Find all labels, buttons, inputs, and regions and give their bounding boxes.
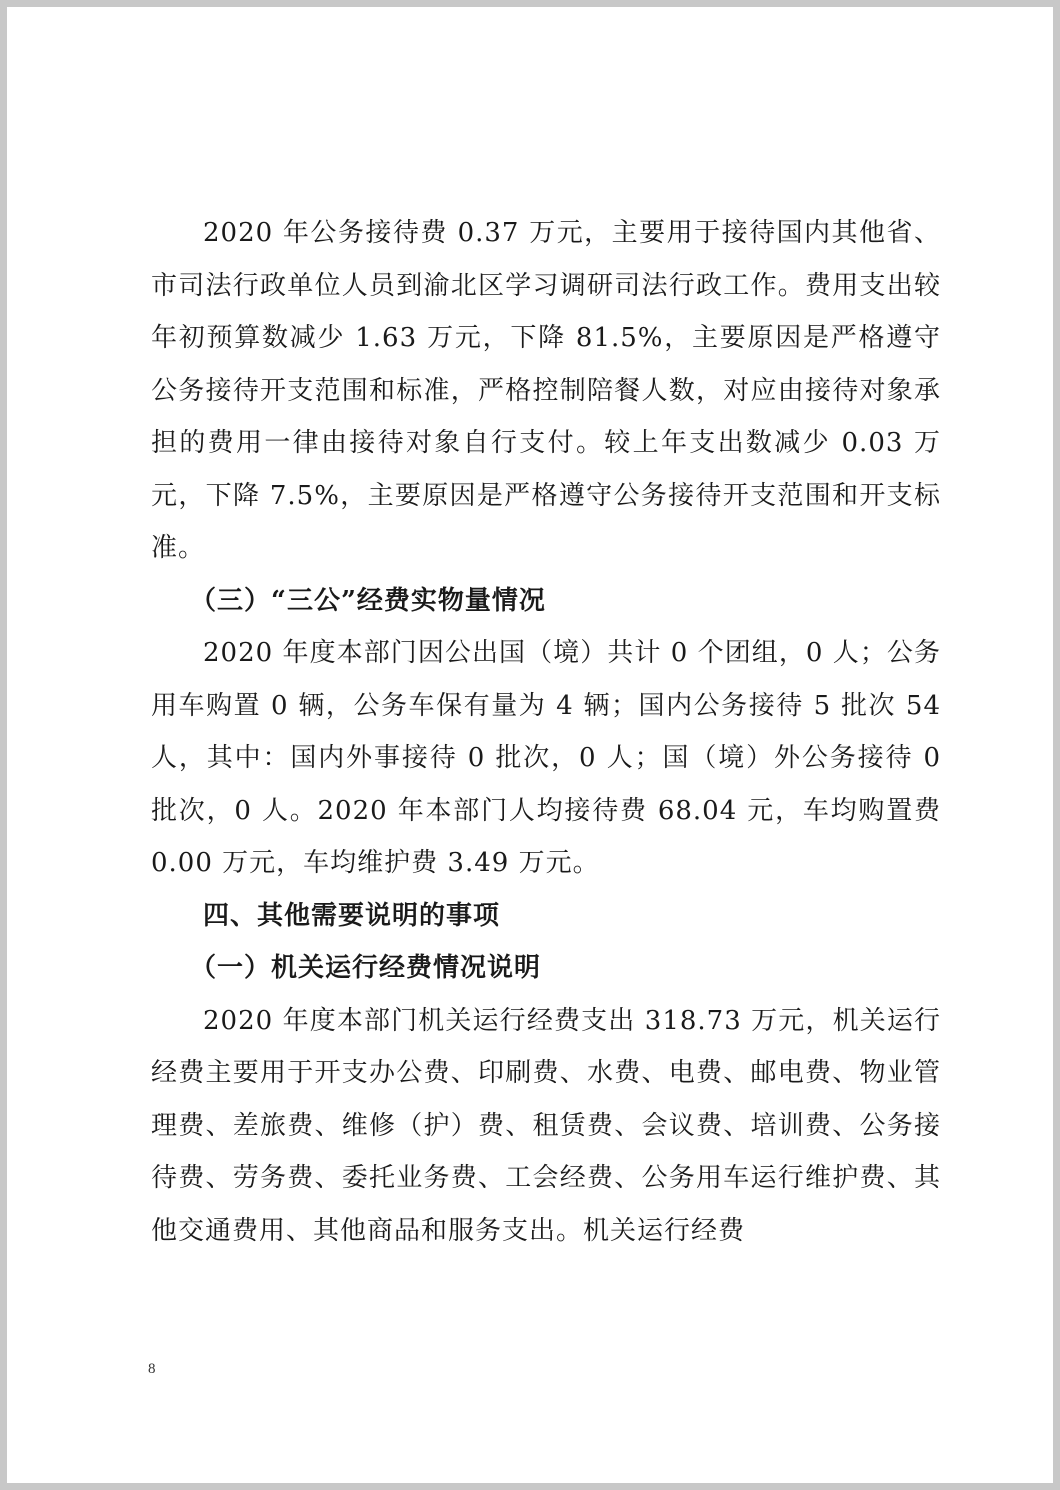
page-number: 8 (148, 1361, 156, 1377)
section-heading-operating-expense: （一）机关运行经费情况说明 (190, 953, 542, 983)
paragraph-reception-expense: 2020 年公务接待费 0.37 万元，主要用于接待国内其他省、市司法行政单位人员到渝北区学习调研司法行政工作。费用支出较年初预算数减少 1.63 万元，下降 81.5%，主要原因是严格遵守公务接待开支范围和标准，严格控制陪餐人数，对应由接待对象承担的费用一律由接待对象自行支付。较上年支出数减少 0.03 万元，下降 7.5%，主要原因是严格遵守公务接待开支范围和开支标准。 (151, 218, 941, 563)
section-heading-physical-quantity: （三）“三公”经费实物量情况 (190, 585, 546, 616)
section-heading-other-matters: 四、其他需要说明的事项 (203, 900, 501, 931)
document-body (151, 207, 941, 1257)
paragraph-physical-quantity: 2020 年度本部门因公出国（境）共计 0 个团组，0 人；公务用车购置 0 辆，公务车保有量为 4 辆；国内公务接待 5 批次 54 人，其中：国内外事接待 0 批次，0 人；国（境）外公务接待 0 批次，0 人。2020 年本部门人均接待费 68.04 元，车均购置费 0.00 万元，车均维护费 3.49 万元。 (151, 638, 941, 878)
document-page (7, 7, 1053, 1483)
paragraph-operating-expense: 2020 年度本部门机关运行经费支出 318.73 万元，机关运行经费主要用于开支办公费、印刷费、水费、电费、邮电费、物业管理费、差旅费、维修（护）费、租赁费、会议费、培训费、公务接待费、劳务费、委托业务费、工会经费、公务用车运行维护费、其他交通费用、其他商品和服务支出。机关运行经费 (151, 1005, 941, 1246)
